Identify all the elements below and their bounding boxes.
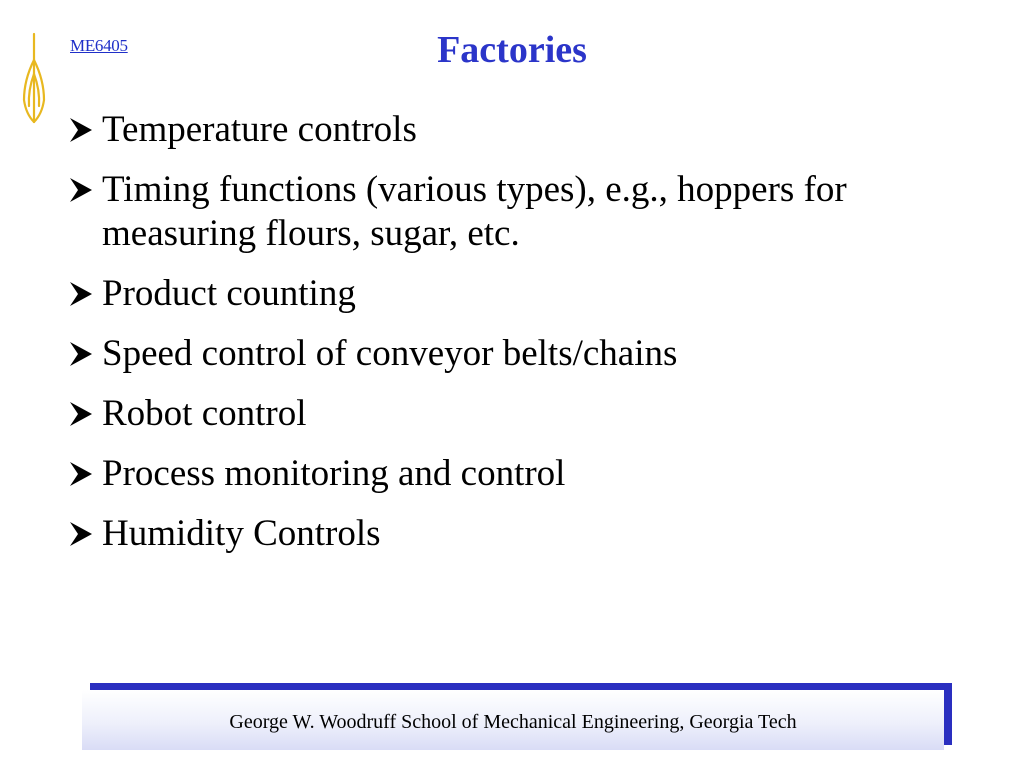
bullet-text: Temperature controls: [102, 109, 417, 150]
bullet-text: Timing functions (various types), e.g., hoppers for measuring flours, sugar, etc.: [102, 169, 847, 254]
bullet-text: Robot control: [102, 393, 307, 434]
arrowhead-bullet-icon: [66, 108, 98, 152]
arrowhead-bullet-icon: [66, 332, 98, 376]
arrowhead-bullet-icon: [66, 272, 98, 316]
footer-banner: [82, 690, 944, 750]
list-item: [66, 332, 976, 376]
arrowhead-bullet-icon: [66, 168, 98, 212]
list-item: [66, 168, 976, 256]
course-code: ME6405: [70, 36, 128, 55]
arrowhead-bullet-icon: [66, 452, 98, 496]
list-item: [66, 512, 976, 556]
footer-text: George W. Woodruff School of Mechanical Engineering, Georgia Tech: [229, 710, 797, 733]
slide-title: [0, 28, 1024, 72]
arrowhead-bullet-icon: [66, 392, 98, 436]
slide-title-text: Factories: [437, 29, 587, 71]
list-item: [66, 452, 976, 496]
list-item: [66, 108, 976, 152]
arrowhead-bullet-icon: [66, 512, 98, 556]
list-item: [66, 272, 976, 316]
bullet-list: [66, 108, 976, 572]
bullet-text: Speed control of conveyor belts/chains: [102, 333, 678, 374]
list-item: [66, 392, 976, 436]
bullet-text: Process monitoring and control: [102, 453, 566, 494]
bullet-text: Humidity Controls: [102, 513, 381, 554]
bullet-text: Product counting: [102, 273, 356, 314]
